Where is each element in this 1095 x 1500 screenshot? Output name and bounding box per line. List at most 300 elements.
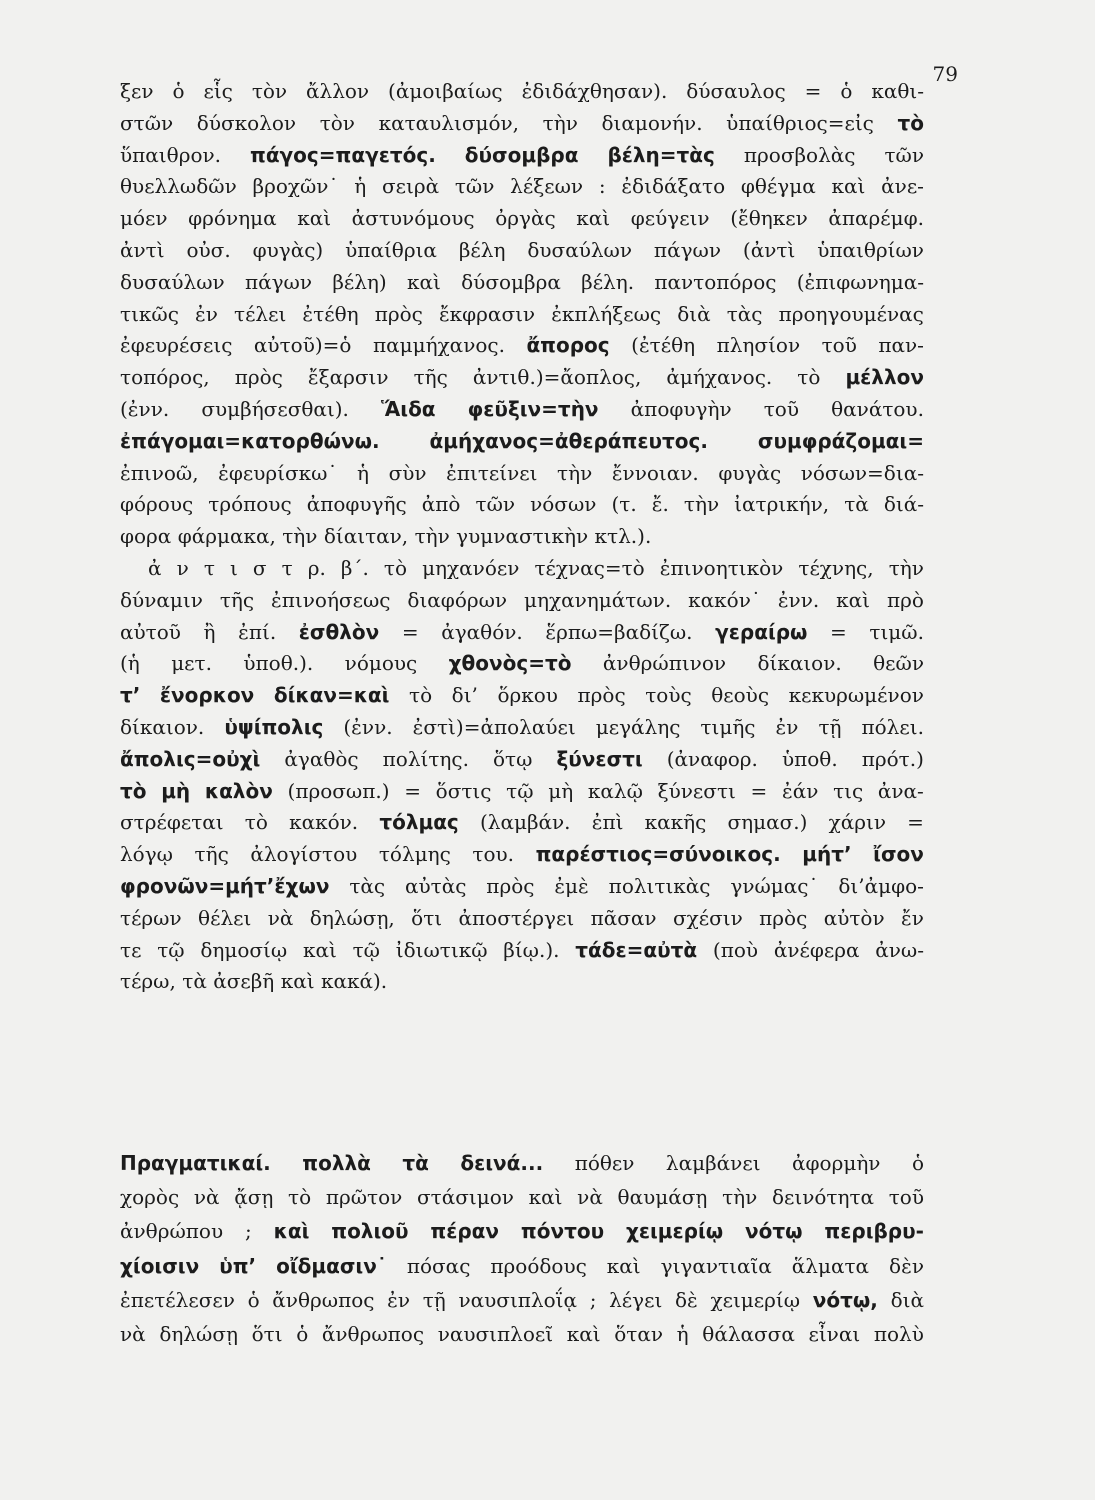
headword: τὸ: [897, 110, 924, 135]
headword: τὰ: [402, 1151, 429, 1175]
word: νόμους: [344, 651, 418, 676]
word: βέλη): [332, 269, 387, 294]
headword: δίκαν=καὶ: [273, 683, 390, 708]
word: καὶ: [297, 206, 332, 231]
word: ἐτέθη: [302, 301, 359, 326]
word: (ἐνν.: [343, 714, 393, 739]
word: πρὸς: [374, 301, 423, 326]
text-line: [120, 553, 924, 585]
word: καὶ: [576, 206, 611, 231]
word: πάγων: [653, 237, 721, 262]
word: ἀγαθόν.: [441, 619, 523, 644]
word: τε: [120, 937, 142, 962]
word: ἀνέφερα: [773, 937, 860, 962]
word: τῷ: [157, 937, 185, 962]
word: ξεν: [120, 79, 154, 103]
word: οὐσ.: [186, 237, 231, 262]
word: πάγων: [244, 269, 313, 294]
word: πρῶτον: [325, 1185, 403, 1210]
word: νὰ: [120, 1321, 146, 1346]
word: δίαιταν,: [323, 524, 409, 549]
text-line: [120, 839, 924, 871]
word: ἔξαρσιν: [307, 365, 389, 390]
word: τόλμης: [378, 842, 451, 867]
word: ὑποθ.).: [243, 651, 314, 676]
word: στρέφεται: [120, 810, 224, 835]
word: θυελλωδῶν: [120, 174, 237, 199]
word: ἐδιδάχθησαν).: [521, 79, 668, 103]
word: ὁ: [840, 79, 853, 103]
word: ἐστὶ)=ἀπολαύει: [412, 714, 576, 739]
word: δηλώσῃ,: [309, 905, 395, 930]
word: τὸ: [244, 810, 268, 835]
word: εἷς: [203, 79, 233, 103]
word: καὶ: [831, 174, 866, 199]
word: ἀπὸ: [421, 492, 461, 517]
word: ὑπαίθριος=εἰς: [726, 110, 874, 135]
text-line: [120, 171, 924, 203]
headword: πέραν: [430, 1219, 500, 1244]
text-line: [120, 871, 924, 903]
word: (ἔθηκεν: [730, 206, 808, 231]
word: ἄνθρωπος: [321, 1321, 425, 1346]
word: ἀποφυγῆς: [306, 492, 407, 517]
headword: νότῳ,: [812, 1287, 878, 1312]
word: ἐπιτείνει: [446, 460, 538, 485]
text-line: [120, 1283, 924, 1317]
word: ἀνα-: [877, 778, 924, 803]
text-line: [120, 966, 924, 998]
word: ὁ: [296, 1321, 309, 1346]
word: διαμονήν.: [601, 110, 703, 135]
word: ἐπὶ: [591, 810, 624, 835]
word: (ἡ: [120, 651, 140, 676]
word: φυγὰς: [718, 460, 782, 485]
word: θεοὺς: [711, 683, 770, 708]
word: πολὺ: [873, 1321, 924, 1346]
word: τέλει: [234, 301, 287, 326]
word: γιγαντιαῖα: [660, 1253, 772, 1278]
headword: δεινά...: [460, 1151, 544, 1175]
word: ἐφευρέσεις: [120, 333, 233, 358]
word: κακῆς: [644, 810, 707, 835]
word: αὐτοῦ)=ὁ: [253, 333, 352, 358]
word: νὰ: [577, 1185, 603, 1210]
word: ὁ: [247, 1287, 260, 1312]
word: ὑπαιθρίων: [817, 237, 924, 262]
word: (ἀντὶ: [742, 237, 796, 262]
text-line: [120, 521, 924, 553]
word: τέρων: [120, 905, 182, 930]
word: ἀνε-: [881, 174, 924, 199]
word: ἐδιδάξατο: [621, 174, 726, 199]
word: τὴν: [557, 460, 593, 485]
word: πόλει.: [861, 714, 924, 739]
word: ;: [589, 1287, 597, 1312]
word: πολίτης.: [382, 746, 469, 771]
word: τὴν: [888, 555, 924, 580]
word: δὲ: [675, 1287, 698, 1312]
headword: μήτ’: [802, 842, 852, 867]
word: ὑποθ.: [781, 746, 838, 771]
headword: ἄπολις=οὐχὶ: [120, 746, 261, 771]
word: ἀπαρέμφ.: [828, 206, 924, 231]
word: ἐκπλήξεως: [551, 301, 662, 326]
word: δυσαύλων: [527, 237, 633, 262]
word: ὁ: [172, 79, 185, 103]
word: δυσαύλων: [120, 269, 225, 294]
word: κεκυρωμένον: [788, 683, 924, 708]
word: θαυμάσῃ: [617, 1185, 708, 1210]
text-line: [120, 203, 924, 235]
word: ἐπινοητικὸν: [659, 555, 784, 580]
word: ἀντὶ: [120, 237, 165, 262]
headword: χειμερίῳ: [625, 1219, 724, 1244]
word: ἐν: [195, 301, 218, 326]
word: τὸ: [288, 1185, 312, 1210]
word: (προσωπ.): [287, 778, 390, 803]
word: του.: [472, 842, 515, 867]
headword: πόντου: [520, 1219, 605, 1244]
word: σὺν: [388, 460, 427, 485]
word: ἀ: [148, 555, 162, 580]
word: (τ.: [611, 492, 637, 517]
word: ι: [229, 555, 238, 580]
word: παντοπόρος: [654, 269, 777, 294]
headword: ὑπ’: [219, 1253, 257, 1278]
headword: συμφράζομαι=: [757, 428, 924, 453]
headword: χθονὸς=τὸ: [448, 651, 572, 676]
word: ;: [245, 1219, 252, 1244]
word: καὶ: [406, 269, 441, 294]
word: (ποὺ: [712, 937, 759, 962]
word: βίῳ.).: [503, 937, 560, 962]
word: γνώμας˙: [730, 873, 819, 898]
headword: καὶ: [273, 1219, 310, 1244]
word: διαφόρων: [407, 587, 508, 612]
text-line: [120, 903, 924, 935]
word: θάλασσα: [702, 1321, 795, 1346]
word: ναυσιπλοεῖ: [437, 1321, 554, 1346]
word: βέλη.: [581, 269, 635, 294]
word: τῇ: [818, 714, 842, 739]
text-line: [120, 585, 924, 617]
word: νὰ: [193, 1185, 220, 1210]
word: θέλει: [198, 905, 252, 930]
word: θεῶν: [873, 651, 924, 676]
word: β΄.: [340, 555, 369, 580]
word: τὰς: [349, 873, 386, 898]
word: στῶν: [120, 110, 174, 135]
word: ἰδιωτικῷ: [395, 937, 488, 962]
word: =: [404, 778, 421, 803]
pragmatika-section: [120, 1146, 924, 1351]
word: ἐν: [387, 1287, 411, 1312]
word: τοῦ: [763, 396, 799, 421]
word: προηγουμένας: [778, 301, 924, 326]
word: ἐνν.: [777, 587, 820, 612]
word: τὸ: [409, 683, 433, 708]
word: φυγὰς): [252, 237, 324, 262]
headword: πάγος=παγετός.: [250, 142, 436, 167]
word: λαμβάνει: [665, 1151, 761, 1175]
word: σειρὰ: [381, 174, 440, 199]
word: δύσκολον: [196, 110, 297, 135]
headword: βέλη=τὰς: [607, 142, 715, 167]
word: σημασ.): [727, 810, 808, 835]
word: ναυσιπλοΐᾳ: [458, 1287, 577, 1312]
word: ἅλματα: [791, 1253, 870, 1278]
word: τῷ: [352, 937, 380, 962]
word: δίκαιον.: [120, 714, 205, 739]
word: τῶν: [475, 492, 516, 517]
word: μόεν: [120, 206, 168, 231]
headword: δύσομβρα: [464, 142, 579, 167]
text-line: [120, 744, 924, 776]
word: ἡ: [354, 174, 367, 199]
word: τέχνης,: [798, 555, 874, 580]
word: (λαμβάν.: [479, 810, 571, 835]
word: γυμναστικὴν: [456, 524, 589, 549]
word: πρὸ: [886, 587, 924, 612]
word: ὅτι: [411, 905, 443, 930]
word: δύναμιν: [120, 587, 203, 612]
word: χάριν: [828, 810, 886, 835]
text-line: [120, 935, 924, 967]
word: τέρω,: [120, 969, 176, 994]
headword: τ’: [120, 683, 141, 708]
word: ἄλλον: [306, 79, 370, 103]
headword: καλὸν: [204, 778, 273, 803]
word: παν-: [878, 333, 924, 358]
text-line: [120, 489, 924, 521]
headword: πολιοῦ: [331, 1219, 409, 1244]
word: προσβολὰς: [743, 142, 856, 167]
word: ᾄσῃ: [234, 1185, 274, 1210]
section-heading-line: [120, 1146, 924, 1180]
word: τῶν: [884, 142, 924, 167]
text-line: [120, 1214, 924, 1248]
word: τιμῶ.: [869, 619, 924, 644]
word: =: [830, 619, 847, 644]
word: ρ.: [307, 555, 326, 580]
page-number: 79: [932, 62, 958, 86]
text-line: [120, 1317, 924, 1351]
word: ἕρπω=βαδίζω.: [545, 619, 693, 644]
word: ἢ: [203, 619, 216, 644]
word: φεύγειν: [630, 206, 710, 231]
word: ἀντιθ.)=ἄοπλος,: [472, 365, 642, 390]
word: τὴν: [683, 492, 720, 517]
word: ἀγαθὸς: [284, 746, 359, 771]
word: (ἐνν.: [120, 396, 170, 421]
word: ἔκφρασιν: [438, 301, 536, 326]
word: θανάτου.: [831, 396, 924, 421]
word: τῆς: [219, 587, 255, 612]
word: τὰ: [182, 969, 207, 994]
word: =: [401, 619, 419, 644]
word: φάρμακα,: [177, 524, 276, 549]
text-line: [120, 807, 924, 839]
headword: ἴσον: [873, 842, 924, 867]
word: ὅταν: [614, 1321, 664, 1346]
word: δεινότητα: [771, 1185, 875, 1210]
word: πᾶσαν: [590, 905, 657, 930]
word: τ: [281, 555, 293, 580]
text-line: [120, 680, 924, 712]
word: ὑπαίθρια: [345, 237, 437, 262]
word: μεγάλης: [595, 714, 681, 739]
word: ὅρκου: [497, 683, 558, 708]
word: =: [804, 79, 822, 103]
headword: ὑψίπολις: [224, 714, 324, 739]
word: =: [750, 778, 768, 803]
word: ἔ.: [651, 492, 669, 517]
word: παμμήχανος.: [372, 333, 505, 358]
headword: φεῦξιν=τὴν: [467, 396, 599, 421]
headword: φρονῶν=μήτ’ἔχων: [120, 873, 330, 898]
word: μηχανημάτων.: [524, 587, 672, 612]
word: πλησίον: [716, 333, 801, 358]
word: =: [907, 810, 924, 835]
word: καὶ: [606, 1253, 641, 1278]
headword: ἐπάγομαι=κατορθώνω.: [120, 428, 380, 453]
word: ὕπαιθρον.: [120, 142, 222, 167]
text-line: [120, 330, 924, 362]
text-line: [120, 426, 924, 458]
word: τὴν: [282, 524, 318, 549]
word: ἡ: [357, 460, 370, 485]
word: τοπόρος,: [120, 365, 210, 390]
word: ἐάν: [782, 778, 819, 803]
word: καθι-: [871, 79, 924, 103]
word: τῆς: [194, 842, 229, 867]
word: ὀργὰς: [495, 206, 556, 231]
word: ν: [176, 555, 189, 580]
text-line: [120, 140, 924, 172]
headword: ἔνορκον: [159, 683, 255, 708]
word: τῇ: [422, 1287, 446, 1312]
word: ἰατρικήν,: [734, 492, 830, 517]
word: καὶ: [528, 1185, 563, 1210]
word: ἄνθρωπος: [272, 1287, 375, 1312]
word: (ἐτέθη: [631, 333, 696, 358]
word: φορα: [120, 524, 172, 549]
word: ἀνθρώπινον: [602, 651, 727, 676]
word: πρὸς: [486, 873, 535, 898]
text-line: [120, 362, 924, 394]
headword: μέλλον: [845, 365, 924, 390]
headword: ἐσθλὸν: [298, 619, 380, 644]
word: ἐπί.: [238, 619, 277, 644]
word: κακόν.: [289, 810, 359, 835]
word: προόδους: [490, 1253, 587, 1278]
word: ἐπετέλεσεν: [120, 1287, 235, 1312]
word: ἀνθρώπου: [120, 1219, 224, 1244]
word: λέξεων: [510, 174, 584, 199]
headword: πολλὰ: [302, 1151, 371, 1175]
word: χορὸς: [120, 1185, 180, 1210]
headword: ἄπορος: [526, 333, 610, 358]
word: τὴν: [722, 1185, 758, 1210]
text-line: [120, 299, 924, 331]
text-line: [120, 458, 924, 490]
word: συμβήσεσθαι).: [201, 396, 349, 421]
word: βροχῶν˙: [252, 174, 339, 199]
word: τὸν: [251, 79, 288, 103]
word: καὶ: [566, 1321, 601, 1346]
word: τοῦ: [821, 333, 857, 358]
word: τ: [203, 555, 215, 580]
word: φρόνημα: [188, 206, 277, 231]
text-line: [120, 1180, 924, 1214]
word: ὅτῳ: [493, 746, 533, 771]
headword: νότῳ: [745, 1219, 803, 1244]
headword: Ἅιδα: [381, 396, 436, 421]
word: τῶν: [454, 174, 495, 199]
word: (ἀναφορ.: [666, 746, 758, 771]
word: δίκαιον.: [757, 651, 842, 676]
word: ἔν: [901, 905, 924, 930]
word: πρὸς: [759, 905, 808, 930]
text-line: [120, 108, 924, 140]
word: ἀνω-: [875, 937, 924, 962]
word: τὰς: [726, 301, 763, 326]
headword: μὴ: [161, 778, 191, 803]
word: εἶναι: [808, 1321, 861, 1346]
headword: οἴδμασιν˙: [276, 1253, 387, 1278]
word: τὰ: [844, 492, 869, 517]
word: αὐτὰς: [404, 873, 467, 898]
word: πόσας: [406, 1253, 471, 1278]
word: νὰ: [267, 905, 294, 930]
word: ἐπινοήσεως: [271, 587, 391, 612]
word: δύσομβρα: [461, 269, 561, 294]
word: ἀμήχανος.: [666, 365, 773, 390]
word: σχέσιν: [672, 905, 743, 930]
word: τρόπους: [208, 492, 292, 517]
word: κακά).: [320, 969, 388, 994]
text-line: [120, 1249, 924, 1283]
headword: γεραίρω: [715, 619, 808, 644]
word: σ: [252, 555, 267, 580]
word: τὸ: [797, 365, 821, 390]
word: πολιτικὰς: [608, 873, 711, 898]
word: νόσων=δια-: [800, 460, 924, 485]
word: φθέγμα: [740, 174, 816, 199]
text-line: [120, 648, 924, 680]
word: ἐφευρίσκω˙: [218, 460, 338, 485]
text-line: [120, 235, 924, 267]
word: (ἐπιφωνημα-: [796, 269, 924, 294]
commentary-body: [120, 76, 924, 998]
word: αὐτὸν: [823, 905, 885, 930]
word: τοῦ: [888, 1185, 924, 1210]
word: κτλ.).: [594, 524, 652, 549]
word: πόθεν: [574, 1151, 635, 1175]
text-line: [120, 76, 924, 108]
word: ἀποστέργει: [458, 905, 575, 930]
word: τὸν: [319, 110, 355, 135]
word: λέγει: [609, 1287, 663, 1312]
headword: ἀμήχανος=ἀθεράπευτος.: [429, 428, 708, 453]
word: δηλώσῃ: [159, 1321, 238, 1346]
word: τιμῆς: [700, 714, 756, 739]
word: τοὺς: [645, 683, 692, 708]
word: διά-: [883, 492, 924, 517]
word: ἔννοιαν.: [611, 460, 699, 485]
word: διὰ: [677, 301, 711, 326]
